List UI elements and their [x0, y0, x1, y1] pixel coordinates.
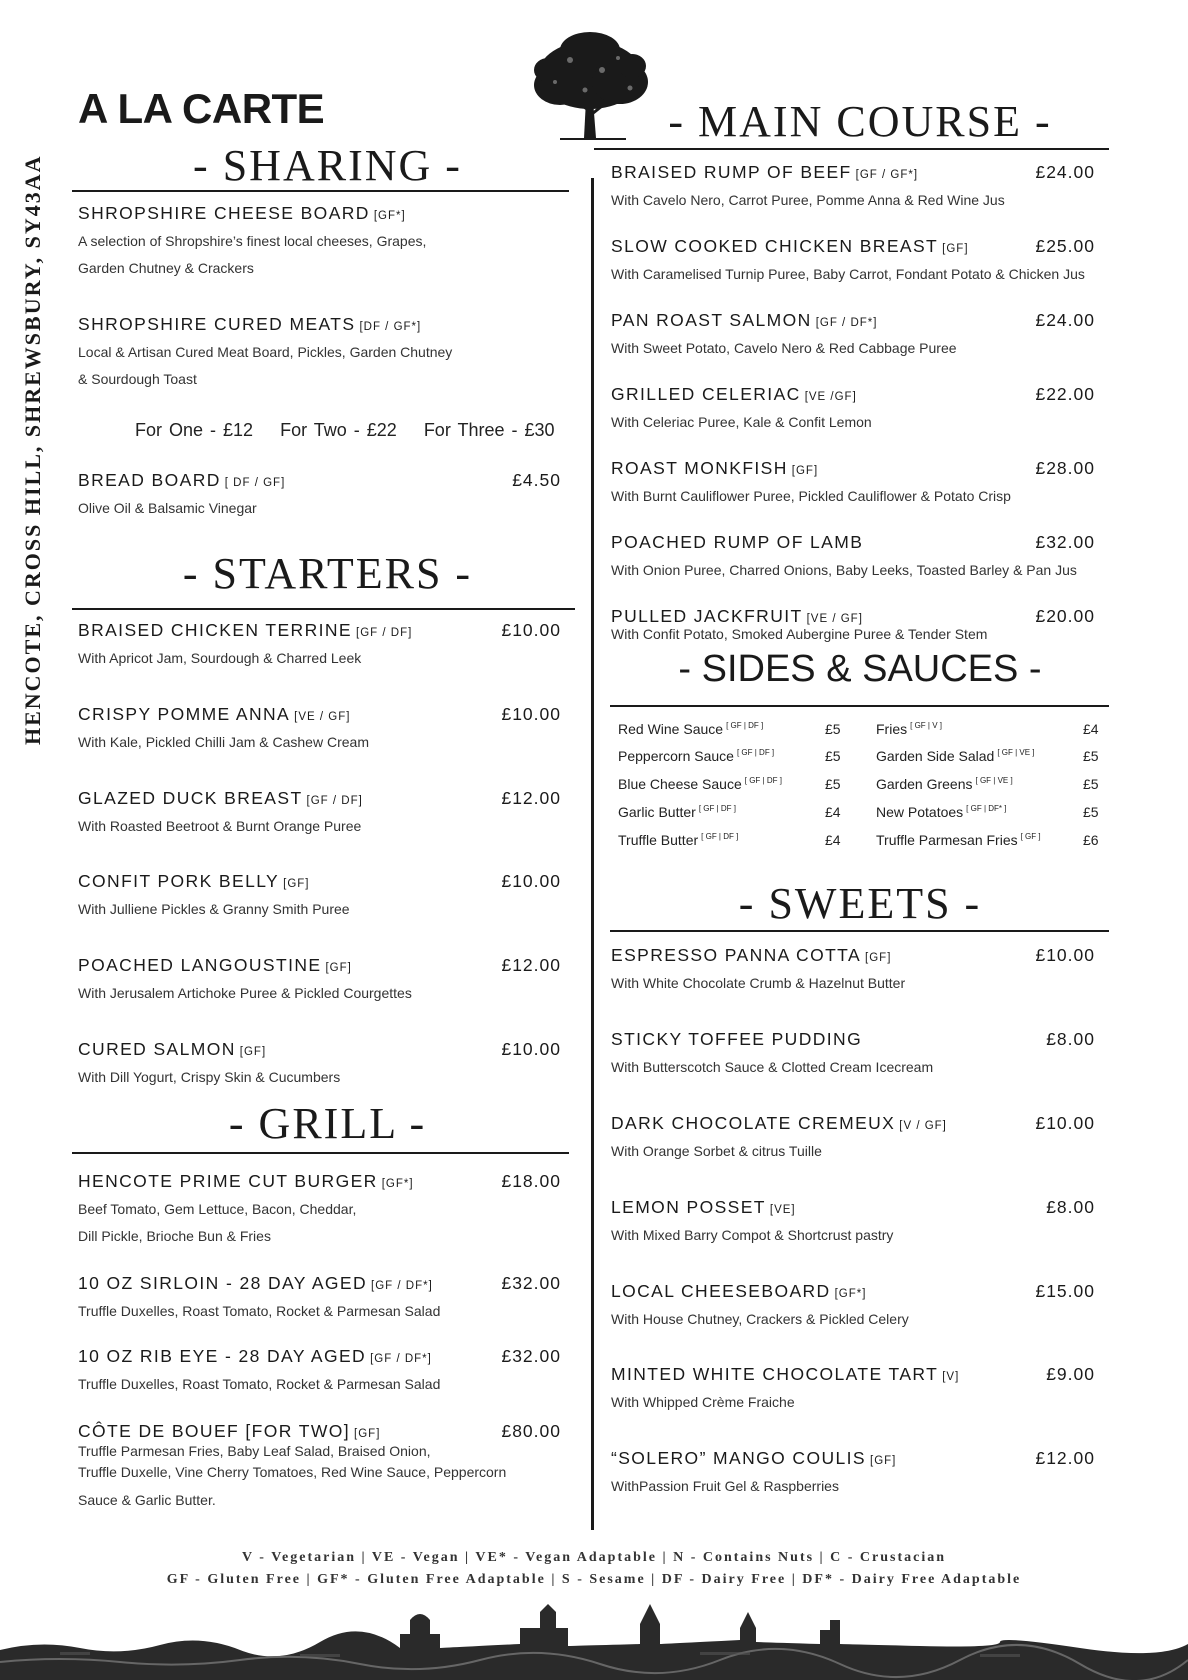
- menu-item: [611, 1364, 1095, 1419]
- item-description: Garden Chutney & Crackers: [78, 260, 254, 276]
- menu-item: [611, 606, 1095, 651]
- section-main-heading: - MAIN COURSE -: [668, 97, 1052, 146]
- item-name: CURED SALMON: [78, 1039, 236, 1059]
- item-description: Local & Artisan Cured Meat Board, Pickles, Garden Chutney: [78, 344, 453, 360]
- item-name: 10 OZ RIB EYE - 28 DAY AGED: [78, 1346, 367, 1366]
- side-item: [618, 776, 782, 792]
- section-sweets-heading: - SWEETS -: [738, 879, 982, 928]
- side-name: Garden Side Salad: [876, 748, 995, 764]
- item-name: SHROPSHIRE CURED MEATS: [78, 314, 356, 334]
- item-price: £25.00: [1035, 236, 1095, 256]
- side-item: [618, 832, 738, 848]
- side-diet-tag: [ GF | DF ]: [701, 832, 739, 842]
- side-price: £5: [825, 721, 841, 737]
- menu-item: [611, 532, 1095, 587]
- item-price: £12.00: [501, 955, 561, 975]
- item-name: DARK CHOCOLATE CREMEUX: [611, 1113, 896, 1133]
- item-name: PULLED JACKFRUIT: [611, 606, 803, 626]
- portion-price: For Two - £22: [280, 420, 397, 440]
- item-price: £8.00: [1046, 1197, 1095, 1217]
- side-price: £4: [825, 832, 841, 848]
- item-price: £32.00: [501, 1346, 561, 1366]
- item-diet-tag: [GF*]: [373, 210, 406, 222]
- item-diet-tag: [GF]: [283, 878, 310, 890]
- item-name: LOCAL CHEESEBOARD: [611, 1281, 831, 1301]
- item-name: MINTED WHITE CHOCOLATE TART: [611, 1364, 939, 1384]
- skyline-icon: [0, 1590, 1188, 1680]
- menu-item: [78, 1171, 561, 1251]
- item-diet-tag: [VE / GF]: [806, 613, 863, 625]
- divider: [72, 190, 569, 192]
- side-diet-tag: [ GF | VE ]: [975, 776, 1013, 786]
- menu-item: [78, 871, 561, 926]
- side-diet-tag: [ GF | DF ]: [698, 804, 736, 814]
- item-description: With Julliene Pickles & Granny Smith Puree: [78, 901, 350, 917]
- item-name: CONFIT PORK BELLY: [78, 871, 280, 891]
- item-description: With Whipped Crème Fraiche: [611, 1394, 795, 1410]
- item-name: POACHED LANGOUSTINE: [78, 955, 322, 975]
- dietary-legend-line-1: V - Vegetarian | VE - Vegan | VE* - Vegan Adaptable | N - Contains Nuts | C - Crustacian: [241, 1550, 947, 1565]
- item-description: With Burnt Cauliflower Puree, Pickled Cauliflower & Potato Crisp: [611, 488, 1011, 504]
- side-item: [876, 748, 1035, 764]
- item-name: GRILLED CELERIAC: [611, 384, 801, 404]
- item-name: LEMON POSSET: [611, 1197, 766, 1217]
- menu-item: [78, 314, 561, 394]
- side-price: £5: [1083, 748, 1099, 764]
- item-description: With Mixed Barry Compot & Shortcrust pastry: [611, 1227, 894, 1243]
- side-diet-tag: [ GF | DF* ]: [966, 804, 1007, 814]
- side-name: Garden Greens: [876, 776, 973, 792]
- side-price: £5: [1083, 804, 1099, 820]
- menu-item: [611, 162, 1095, 217]
- item-diet-tag: [V / GF]: [899, 1120, 947, 1132]
- menu-item: [611, 1029, 1095, 1084]
- menu-item: [78, 1346, 561, 1401]
- item-name: SLOW COOKED CHICKEN BREAST: [611, 236, 939, 256]
- item-diet-tag: [GF / DF]: [356, 627, 413, 639]
- item-description: With Dill Yogurt, Crispy Skin & Cucumbers: [78, 1069, 341, 1085]
- item-name: BRAISED CHICKEN TERRINE: [78, 620, 353, 640]
- item-price: £28.00: [1035, 458, 1095, 478]
- item-description: With Apricot Jam, Sourdough & Charred Leek: [78, 650, 362, 666]
- item-diet-tag: [GF / DF]: [306, 795, 363, 807]
- section-sides-heading: - SIDES & SAUCES -: [678, 648, 1042, 690]
- side-item: [876, 776, 1013, 792]
- item-description: Sauce & Garlic Butter.: [78, 1492, 216, 1508]
- side-name: Peppercorn Sauce: [618, 748, 734, 764]
- item-description: With White Chocolate Crumb & Hazelnut Butter: [611, 975, 906, 991]
- item-name: POACHED RUMP OF LAMB: [611, 532, 864, 552]
- item-price: £24.00: [1035, 310, 1095, 330]
- address-text: HENCOTE, CROSS HILL, SHREWSBURY, SY43AA: [20, 154, 45, 745]
- item-name: “SOLERO” MANGO COULIS: [611, 1448, 866, 1468]
- address-vertical: [20, 154, 60, 1305]
- item-diet-tag: [VE /GF]: [804, 391, 857, 403]
- side-diet-tag: [ GF | DF ]: [726, 721, 764, 731]
- item-name: SHROPSHIRE CHEESE BOARD: [78, 203, 370, 223]
- item-name: GLAZED DUCK BREAST: [78, 788, 303, 808]
- side-price: £5: [825, 776, 841, 792]
- side-price: £5: [1083, 776, 1099, 792]
- item-price: £20.00: [1035, 606, 1095, 626]
- side-diet-tag: [ GF | DF ]: [736, 748, 775, 758]
- side-item: [876, 804, 1006, 820]
- item-diet-tag: [V]: [942, 1371, 960, 1383]
- side-name: New Potatoes: [876, 804, 964, 820]
- item-diet-tag: [DF / GF*]: [359, 321, 422, 333]
- item-name: BREAD BOARD: [78, 470, 221, 490]
- item-diet-tag: [GF]: [870, 1455, 897, 1467]
- side-item: [876, 832, 1041, 848]
- item-diet-tag: [GF / DF*]: [371, 1280, 433, 1292]
- item-description: Truffle Duxelle, Vine Cherry Tomatoes, Red Wine Sauce, Peppercorn: [78, 1464, 507, 1480]
- item-description: With Butterscotch Sauce & Clotted Cream Icecream: [611, 1059, 934, 1075]
- item-diet-tag: [GF*]: [381, 1178, 414, 1190]
- menu-item: [611, 310, 1095, 365]
- side-name: Red Wine Sauce: [618, 721, 724, 737]
- menu-item: [611, 458, 1095, 513]
- item-diet-tag: [GF / DF*]: [370, 1353, 432, 1365]
- item-price: £10.00: [501, 871, 561, 891]
- item-description: With Sweet Potato, Cavelo Nero & Red Cabbage Puree: [611, 340, 957, 356]
- item-name: ESPRESSO PANNA COTTA: [611, 945, 862, 965]
- side-name: Truffle Butter: [618, 832, 699, 848]
- section-starters-heading: - STARTERS -: [182, 549, 473, 598]
- item-description: With Jerusalem Artichoke Puree & Pickled Courgettes: [78, 985, 412, 1001]
- item-description: With Orange Sorbet & citrus Tuille: [611, 1143, 822, 1159]
- item-price: £32.00: [501, 1273, 561, 1293]
- item-description: Truffle Parmesan Fries, Baby Leaf Salad, Braised Onion,: [78, 1443, 431, 1459]
- item-price: £10.00: [501, 1039, 561, 1059]
- item-description: With Onion Puree, Charred Onions, Baby Leeks, Toasted Barley & Pan Jus: [611, 562, 1077, 578]
- section-sharing-heading: - SHARING -: [193, 141, 462, 190]
- side-diet-tag: [ GF | VE ]: [997, 748, 1035, 758]
- side-diet-tag: [ GF | V ]: [910, 721, 942, 731]
- side-name: Blue Cheese Sauce: [618, 776, 742, 792]
- menu-item: [78, 620, 561, 675]
- divider: [610, 705, 1109, 707]
- menu-item: [611, 384, 1095, 439]
- item-price: £18.00: [501, 1171, 561, 1191]
- item-description: A selection of Shropshire’s finest local cheeses, Grapes,: [78, 233, 427, 249]
- item-description: Olive Oil & Balsamic Vinegar: [78, 500, 257, 516]
- menu-item: [611, 1113, 1095, 1168]
- item-name: STICKY TOFFEE PUDDING: [611, 1029, 863, 1049]
- item-name: 10 OZ SIRLOIN - 28 DAY AGED: [78, 1273, 368, 1293]
- side-item: [618, 748, 774, 764]
- item-price: £12.00: [1035, 1448, 1095, 1468]
- item-name: CÔTE DE BOUEF [FOR TWO]: [78, 1421, 351, 1441]
- side-price: £4: [825, 804, 841, 820]
- item-diet-tag: [VE / GF]: [294, 711, 351, 723]
- item-price: £4.50: [512, 470, 561, 490]
- item-description: With Celeriac Puree, Kale & Confit Lemon: [611, 414, 872, 430]
- item-description: With Cavelo Nero, Carrot Puree, Pomme Anna & Red Wine Jus: [611, 192, 1005, 208]
- menu-item: [78, 788, 561, 843]
- column-divider: [591, 178, 594, 1530]
- side-item: [618, 721, 763, 737]
- divider: [610, 930, 1109, 932]
- item-diet-tag: [GF]: [942, 243, 969, 255]
- menu-item: [611, 1197, 1095, 1252]
- side-name: Garlic Butter: [618, 804, 696, 820]
- item-diet-tag: [GF / DF*]: [815, 317, 878, 329]
- page-title: A LA CARTE: [78, 85, 325, 132]
- item-diet-tag: [GF]: [791, 465, 819, 477]
- side-item: [618, 804, 736, 820]
- item-diet-tag: [GF]: [239, 1046, 267, 1058]
- side-name: Truffle Parmesan Fries: [876, 832, 1018, 848]
- item-price: £80.00: [501, 1421, 561, 1441]
- item-diet-tag: [GF]: [325, 962, 352, 974]
- item-diet-tag: [GF]: [354, 1428, 381, 1440]
- menu-item: [78, 1421, 561, 1511]
- menu-item: [78, 704, 561, 759]
- menu-item: [611, 945, 1095, 1000]
- item-price: £10.00: [501, 704, 561, 724]
- item-description: With Roasted Beetroot & Burnt Orange Puree: [78, 818, 362, 834]
- menu-item: [611, 236, 1095, 291]
- menu-item: [78, 1273, 561, 1328]
- side-diet-tag: [ GF ]: [1020, 832, 1041, 842]
- item-price: £22.00: [1035, 384, 1095, 404]
- menu-item: [78, 470, 561, 525]
- section-grill-heading: - GRILL -: [228, 1099, 427, 1148]
- item-price: £9.00: [1046, 1364, 1095, 1384]
- menu-item: [611, 1448, 1095, 1503]
- item-description: Truffle Duxelles, Roast Tomato, Rocket & Parmesan Salad: [78, 1376, 441, 1392]
- divider: [72, 608, 575, 610]
- side-name: Fries: [876, 721, 908, 737]
- side-diet-tag: [ GF | DF ]: [744, 776, 782, 786]
- item-price: £10.00: [1035, 1113, 1095, 1133]
- item-price: £8.00: [1046, 1029, 1095, 1049]
- item-name: CRISPY POMME ANNA: [78, 704, 291, 724]
- item-diet-tag: [GF / GF*]: [855, 169, 919, 181]
- sharing-portion-prices: [135, 420, 575, 441]
- side-price: £6: [1083, 832, 1099, 848]
- item-diet-tag: [GF]: [865, 952, 892, 964]
- side-price: £4: [1083, 721, 1099, 737]
- item-name: ROAST MONKFISH: [611, 458, 788, 478]
- side-item: [876, 721, 942, 737]
- item-description: With Confit Potato, Smoked Aubergine Puree & Tender Stem: [611, 626, 988, 642]
- menu-item: [78, 1039, 561, 1094]
- menu-item: [611, 1281, 1095, 1336]
- item-price: £32.00: [1035, 532, 1095, 552]
- item-description: Beef Tomato, Gem Lettuce, Bacon, Cheddar,: [78, 1201, 357, 1217]
- item-description: With House Chutney, Crackers & Pickled Celery: [611, 1311, 909, 1327]
- item-price: £24.00: [1035, 162, 1095, 182]
- menu-item: [78, 955, 561, 1010]
- item-name: HENCOTE PRIME CUT BURGER: [78, 1171, 378, 1191]
- side-price: £5: [825, 748, 841, 764]
- item-description: WithPassion Fruit Gel & Raspberries: [611, 1478, 839, 1494]
- menu-item: [78, 203, 561, 283]
- portion-price: For Three - £30: [423, 420, 555, 440]
- item-price: £10.00: [1035, 945, 1095, 965]
- item-description: & Sourdough Toast: [78, 371, 197, 387]
- dietary-legend-line-2: GF - Gluten Free | GF* - Gluten Free Adaptable | S - Sesame | DF - Dairy Free | DF* - Dairy Free Adaptable: [166, 1572, 1022, 1587]
- item-description: With Kale, Pickled Chilli Jam & Cashew Cream: [78, 734, 369, 750]
- item-name: BRAISED RUMP OF BEEF: [611, 162, 852, 182]
- divider: [594, 148, 1109, 150]
- item-diet-tag: [GF*]: [834, 1288, 867, 1300]
- item-description: Truffle Duxelles, Roast Tomato, Rocket & Parmesan Salad: [78, 1303, 441, 1319]
- item-price: £15.00: [1035, 1281, 1095, 1301]
- item-name: PAN ROAST SALMON: [611, 310, 812, 330]
- divider: [72, 1152, 569, 1154]
- portion-price: For One - £12: [135, 420, 254, 440]
- item-description: Dill Pickle, Brioche Bun & Fries: [78, 1228, 271, 1244]
- item-price: £10.00: [501, 620, 561, 640]
- item-diet-tag: [ DF / GF]: [224, 477, 286, 489]
- item-price: £12.00: [501, 788, 561, 808]
- item-description: With Caramelised Turnip Puree, Baby Carrot, Fondant Potato & Chicken Jus: [611, 266, 1085, 282]
- item-diet-tag: [VE]: [769, 1204, 796, 1216]
